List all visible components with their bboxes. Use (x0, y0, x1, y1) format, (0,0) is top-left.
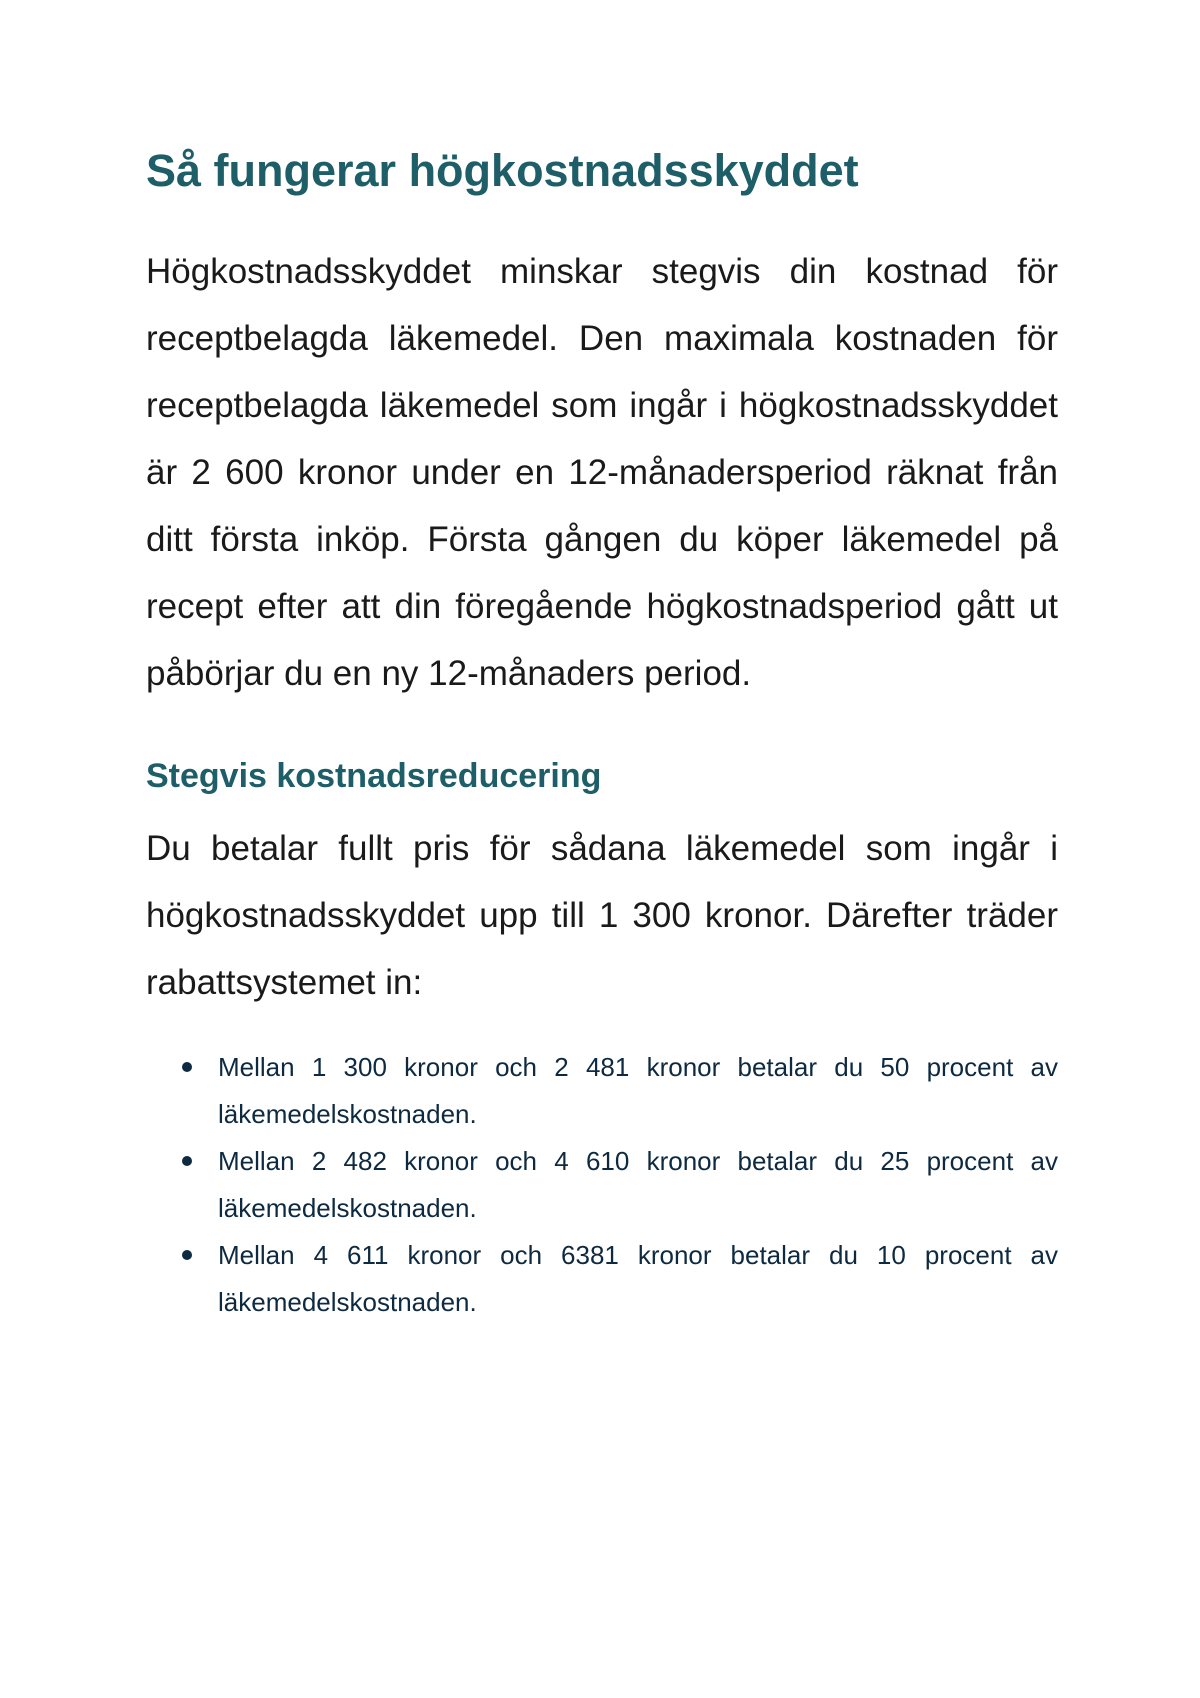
section-heading: Stegvis kostnadsreducering (146, 757, 602, 795)
list-item (146, 1138, 1058, 1232)
bullet-icon (182, 1156, 192, 1166)
intro-paragraph: Högkostnadsskyddet minskar stegvis din kostnad för receptbelagda läkemedel. Den maximala kostnaden för receptbelagda läkemedel som ingår i högkostnadsskyddet är 2 600 kronor under en 12-månadersperiod räknat från ditt första inköp. Första gången du köper läkemedel på recept efter att din föregående högkostnadsperiod gått ut påbörjar du en ny 12-månaders period. (146, 252, 1058, 693)
section-paragraph: Du betalar fullt pris för sådana läkemedel som ingår i högkostnadsskyddet upp till 1 300 kronor. Därefter träder rabattsystemet in: (146, 829, 1058, 1002)
document-page (146, 140, 1058, 1326)
list-item (146, 1044, 1058, 1138)
discount-tier-list (146, 1044, 1058, 1326)
list-item-text: Mellan 2 482 kronor och 4 610 kronor betalar du 25 procent av läkemedelskostnaden. (218, 1146, 1058, 1223)
page-title: Så fungerar högkostnadsskyddet (146, 145, 859, 196)
bullet-icon (182, 1250, 192, 1260)
list-item-text: Mellan 4 611 kronor och 6381 kronor betalar du 10 procent av läkemedelskostnaden. (218, 1240, 1058, 1317)
list-item (146, 1232, 1058, 1326)
bullet-icon (182, 1062, 192, 1072)
list-item-text: Mellan 1 300 kronor och 2 481 kronor betalar du 50 procent av läkemedelskostnaden. (218, 1052, 1058, 1129)
